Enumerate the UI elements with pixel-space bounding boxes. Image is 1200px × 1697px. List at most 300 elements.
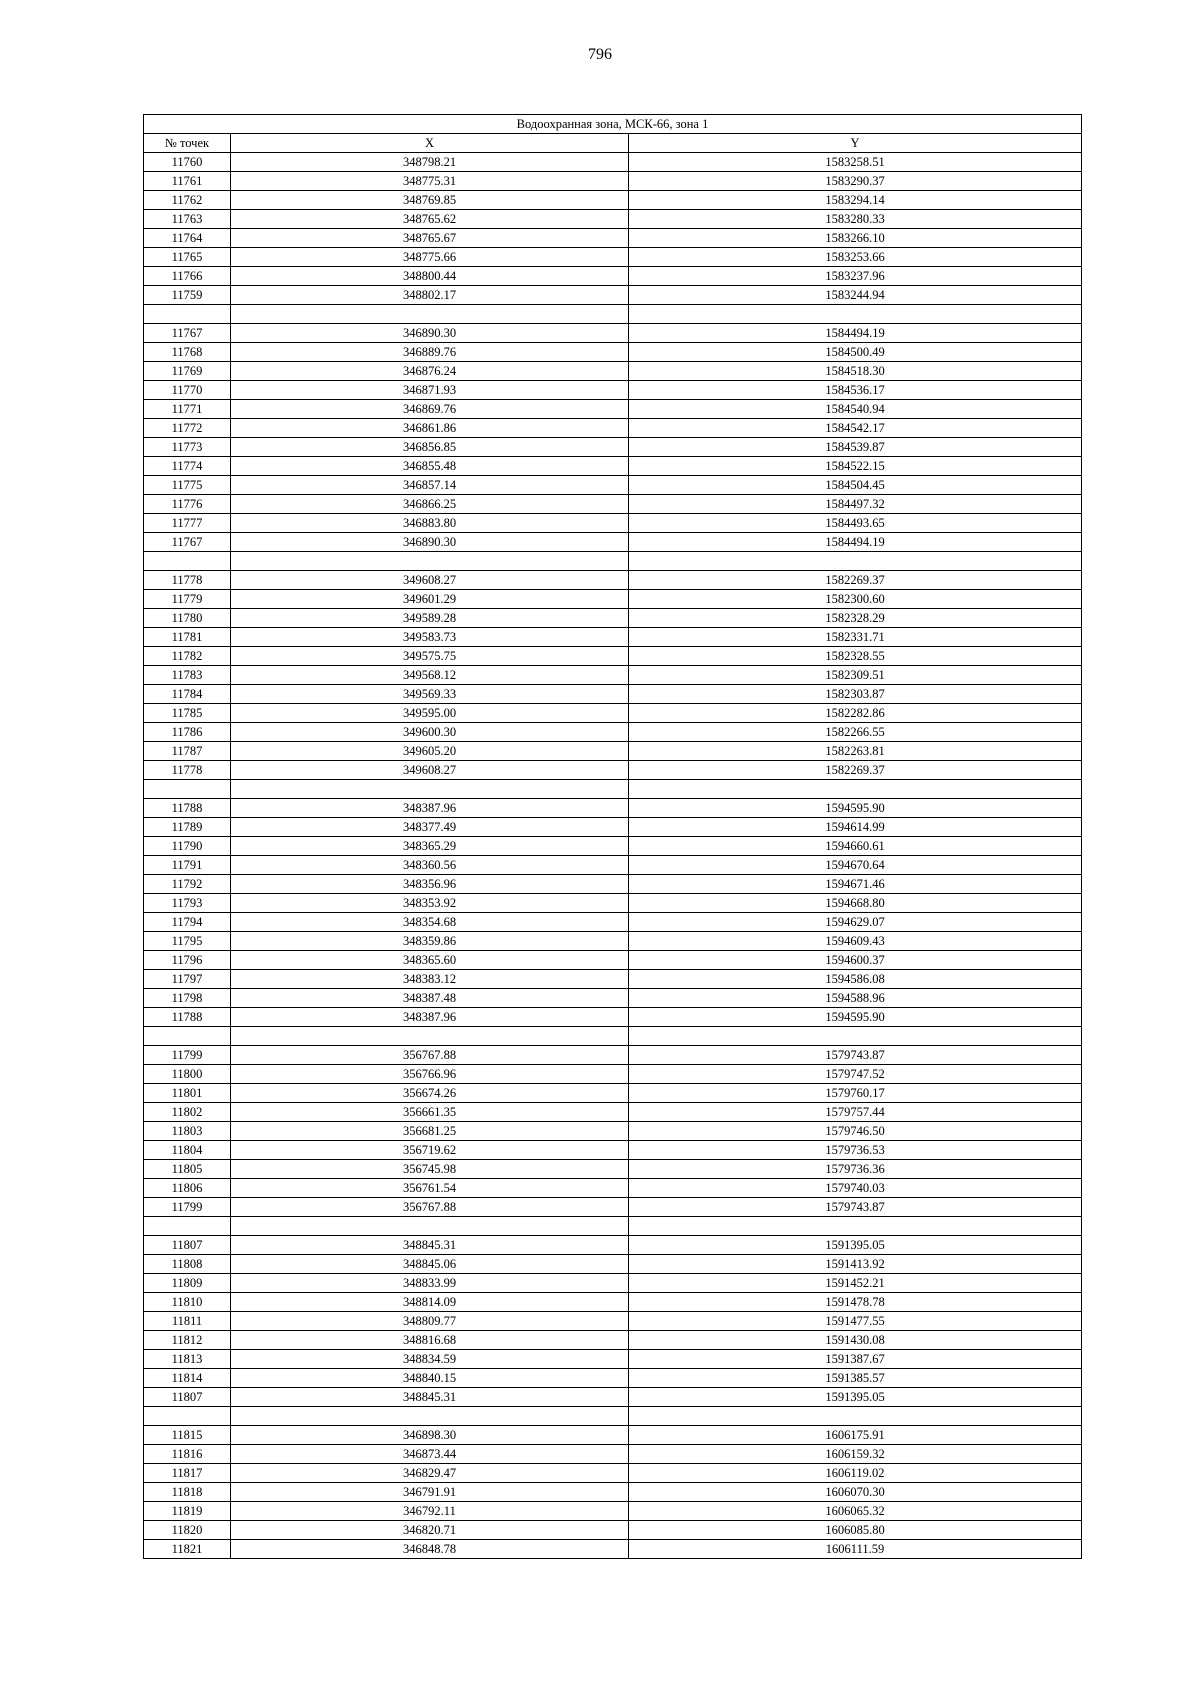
- point-number-cell: 11794: [144, 913, 231, 932]
- table-row: [144, 438, 1082, 457]
- y-coordinate-cell: 1606070.30: [629, 1483, 1082, 1502]
- y-coordinate-cell: 1591477.55: [629, 1312, 1082, 1331]
- y-coordinate-cell: 1594600.37: [629, 951, 1082, 970]
- y-coordinate-cell: 1584542.17: [629, 419, 1082, 438]
- x-coordinate-cell: 348765.62: [231, 210, 629, 229]
- point-number-cell: 11813: [144, 1350, 231, 1369]
- x-coordinate-cell: 346829.47: [231, 1464, 629, 1483]
- table-row: [144, 590, 1082, 609]
- point-number-cell: 11809: [144, 1274, 231, 1293]
- point-number-cell: 11796: [144, 951, 231, 970]
- y-coordinate-cell: 1584504.45: [629, 476, 1082, 495]
- y-coordinate-cell: 1582300.60: [629, 590, 1082, 609]
- x-coordinate-cell: 349595.00: [231, 704, 629, 723]
- point-number-cell: 11785: [144, 704, 231, 723]
- y-coordinate-cell: 1606175.91: [629, 1426, 1082, 1445]
- y-coordinate-cell: [629, 1407, 1082, 1426]
- table-row: [144, 495, 1082, 514]
- y-coordinate-cell: 1594670.64: [629, 856, 1082, 875]
- table-row: [144, 894, 1082, 913]
- x-coordinate-cell: 346876.24: [231, 362, 629, 381]
- x-coordinate-cell: 348814.09: [231, 1293, 629, 1312]
- y-coordinate-cell: 1582266.55: [629, 723, 1082, 742]
- y-coordinate-cell: 1591452.21: [629, 1274, 1082, 1293]
- table-row: [144, 1388, 1082, 1407]
- y-coordinate-cell: 1606159.32: [629, 1445, 1082, 1464]
- y-coordinate-cell: 1591430.08: [629, 1331, 1082, 1350]
- table-row: [144, 837, 1082, 856]
- x-coordinate-cell: 346873.44: [231, 1445, 629, 1464]
- table-row: [144, 1179, 1082, 1198]
- x-coordinate-cell: 348365.60: [231, 951, 629, 970]
- table-row: [144, 685, 1082, 704]
- x-coordinate-cell: 348354.68: [231, 913, 629, 932]
- table-row: [144, 1464, 1082, 1483]
- point-number-cell: 11817: [144, 1464, 231, 1483]
- y-coordinate-cell: 1584494.19: [629, 533, 1082, 552]
- y-coordinate-cell: 1582331.71: [629, 628, 1082, 647]
- table-row: [144, 419, 1082, 438]
- point-number-cell: 11806: [144, 1179, 231, 1198]
- x-coordinate-cell: 348775.31: [231, 172, 629, 191]
- y-coordinate-cell: 1579736.53: [629, 1141, 1082, 1160]
- x-coordinate-cell: 348834.59: [231, 1350, 629, 1369]
- point-number-cell: 11767: [144, 324, 231, 343]
- y-coordinate-cell: 1594595.90: [629, 1008, 1082, 1027]
- column-header-x: X: [231, 134, 629, 153]
- point-number-cell: 11799: [144, 1046, 231, 1065]
- table-row: [144, 856, 1082, 875]
- point-number-cell: 11802: [144, 1103, 231, 1122]
- table-row: [144, 647, 1082, 666]
- table-row: [144, 1350, 1082, 1369]
- table-row: [144, 343, 1082, 362]
- table-row: [144, 780, 1082, 799]
- page-number: 796: [588, 46, 612, 63]
- table-row: [144, 666, 1082, 685]
- table-row: [144, 818, 1082, 837]
- table-row: [144, 761, 1082, 780]
- point-number-cell: 11786: [144, 723, 231, 742]
- coordinates-table: [143, 114, 1082, 1559]
- x-coordinate-cell: 348840.15: [231, 1369, 629, 1388]
- x-coordinate-cell: 356681.25: [231, 1122, 629, 1141]
- point-number-cell: 11787: [144, 742, 231, 761]
- x-coordinate-cell: 348833.99: [231, 1274, 629, 1293]
- x-coordinate-cell: [231, 552, 629, 571]
- y-coordinate-cell: [629, 305, 1082, 324]
- table-row: [144, 1084, 1082, 1103]
- table-row: [144, 533, 1082, 552]
- x-coordinate-cell: 346898.30: [231, 1426, 629, 1445]
- y-coordinate-cell: 1584540.94: [629, 400, 1082, 419]
- y-coordinate-cell: [629, 1217, 1082, 1236]
- x-coordinate-cell: 348353.92: [231, 894, 629, 913]
- x-coordinate-cell: 349600.30: [231, 723, 629, 742]
- y-coordinate-cell: 1582269.37: [629, 571, 1082, 590]
- y-coordinate-cell: 1583237.96: [629, 267, 1082, 286]
- x-coordinate-cell: 346861.86: [231, 419, 629, 438]
- point-number-cell: 11811: [144, 1312, 231, 1331]
- table-row: [144, 514, 1082, 533]
- x-coordinate-cell: 346791.91: [231, 1483, 629, 1502]
- x-coordinate-cell: 346889.76: [231, 343, 629, 362]
- x-coordinate-cell: 348845.31: [231, 1388, 629, 1407]
- x-coordinate-cell: 349608.27: [231, 571, 629, 590]
- table-row: [144, 153, 1082, 172]
- table-row: [144, 362, 1082, 381]
- y-coordinate-cell: 1591395.05: [629, 1236, 1082, 1255]
- x-coordinate-cell: [231, 1217, 629, 1236]
- point-number-cell: 11807: [144, 1236, 231, 1255]
- x-coordinate-cell: 348845.06: [231, 1255, 629, 1274]
- x-coordinate-cell: 346890.30: [231, 533, 629, 552]
- y-coordinate-cell: 1582328.55: [629, 647, 1082, 666]
- point-number-cell: [144, 780, 231, 799]
- x-coordinate-cell: 348798.21: [231, 153, 629, 172]
- point-number-cell: 11782: [144, 647, 231, 666]
- table-row: [144, 742, 1082, 761]
- y-coordinate-cell: 1591478.78: [629, 1293, 1082, 1312]
- x-coordinate-cell: [231, 1407, 629, 1426]
- table-row: [144, 1065, 1082, 1084]
- x-coordinate-cell: 356745.98: [231, 1160, 629, 1179]
- y-coordinate-cell: 1594668.80: [629, 894, 1082, 913]
- point-number-cell: 11815: [144, 1426, 231, 1445]
- y-coordinate-cell: 1594629.07: [629, 913, 1082, 932]
- y-coordinate-cell: 1582309.51: [629, 666, 1082, 685]
- x-coordinate-cell: [231, 780, 629, 799]
- x-coordinate-cell: 348383.12: [231, 970, 629, 989]
- x-coordinate-cell: 348360.56: [231, 856, 629, 875]
- table-row: [144, 875, 1082, 894]
- y-coordinate-cell: 1584539.87: [629, 438, 1082, 457]
- point-number-cell: [144, 1217, 231, 1236]
- point-number-cell: 11768: [144, 343, 231, 362]
- y-coordinate-cell: 1579736.36: [629, 1160, 1082, 1179]
- y-coordinate-cell: 1582328.29: [629, 609, 1082, 628]
- x-coordinate-cell: 346866.25: [231, 495, 629, 514]
- y-coordinate-cell: [629, 1027, 1082, 1046]
- point-number-cell: [144, 552, 231, 571]
- y-coordinate-cell: [629, 780, 1082, 799]
- point-number-cell: 11799: [144, 1198, 231, 1217]
- table-row: [144, 1331, 1082, 1350]
- table-row: [144, 1312, 1082, 1331]
- point-number-cell: 11820: [144, 1521, 231, 1540]
- point-number-cell: [144, 1027, 231, 1046]
- y-coordinate-cell: 1579740.03: [629, 1179, 1082, 1198]
- point-number-cell: 11763: [144, 210, 231, 229]
- table-row: [144, 1293, 1082, 1312]
- x-coordinate-cell: 346792.11: [231, 1502, 629, 1521]
- point-number-cell: 11805: [144, 1160, 231, 1179]
- table-row: [144, 1122, 1082, 1141]
- point-number-cell: 11814: [144, 1369, 231, 1388]
- point-number-cell: 11789: [144, 818, 231, 837]
- point-number-cell: 11792: [144, 875, 231, 894]
- table-row: [144, 1274, 1082, 1293]
- x-coordinate-cell: 349568.12: [231, 666, 629, 685]
- x-coordinate-cell: 348845.31: [231, 1236, 629, 1255]
- point-number-cell: 11783: [144, 666, 231, 685]
- table-header-row: [144, 134, 1082, 153]
- x-coordinate-cell: 349605.20: [231, 742, 629, 761]
- table-row: [144, 400, 1082, 419]
- y-coordinate-cell: 1594609.43: [629, 932, 1082, 951]
- point-number-cell: 11801: [144, 1084, 231, 1103]
- table-row: [144, 267, 1082, 286]
- table-row: [144, 229, 1082, 248]
- y-coordinate-cell: 1584536.17: [629, 381, 1082, 400]
- x-coordinate-cell: 346855.48: [231, 457, 629, 476]
- point-number-cell: 11773: [144, 438, 231, 457]
- point-number-cell: 11764: [144, 229, 231, 248]
- point-number-cell: 11788: [144, 1008, 231, 1027]
- table-row: [144, 1483, 1082, 1502]
- y-coordinate-cell: 1591387.67: [629, 1350, 1082, 1369]
- y-coordinate-cell: 1594586.08: [629, 970, 1082, 989]
- table-row: [144, 913, 1082, 932]
- point-number-cell: 11770: [144, 381, 231, 400]
- y-coordinate-cell: 1583253.66: [629, 248, 1082, 267]
- x-coordinate-cell: 348377.49: [231, 818, 629, 837]
- x-coordinate-cell: 348365.29: [231, 837, 629, 856]
- point-number-cell: 11761: [144, 172, 231, 191]
- point-number-cell: 11766: [144, 267, 231, 286]
- x-coordinate-cell: 348802.17: [231, 286, 629, 305]
- x-coordinate-cell: 348816.68: [231, 1331, 629, 1350]
- y-coordinate-cell: 1582282.86: [629, 704, 1082, 723]
- x-coordinate-cell: 348387.96: [231, 799, 629, 818]
- y-coordinate-cell: 1584493.65: [629, 514, 1082, 533]
- point-number-cell: 11804: [144, 1141, 231, 1160]
- y-coordinate-cell: 1594588.96: [629, 989, 1082, 1008]
- x-coordinate-cell: 356767.88: [231, 1198, 629, 1217]
- table-row: [144, 1407, 1082, 1426]
- y-coordinate-cell: 1583258.51: [629, 153, 1082, 172]
- y-coordinate-cell: 1584522.15: [629, 457, 1082, 476]
- y-coordinate-cell: 1579746.50: [629, 1122, 1082, 1141]
- x-coordinate-cell: 348359.86: [231, 932, 629, 951]
- y-coordinate-cell: 1579743.87: [629, 1046, 1082, 1065]
- y-coordinate-cell: 1583266.10: [629, 229, 1082, 248]
- column-header-point-number: № точек: [144, 134, 231, 153]
- x-coordinate-cell: 348356.96: [231, 875, 629, 894]
- point-number-cell: 11777: [144, 514, 231, 533]
- table-row: [144, 172, 1082, 191]
- y-coordinate-cell: 1584497.32: [629, 495, 1082, 514]
- table-row: [144, 305, 1082, 324]
- x-coordinate-cell: 356661.35: [231, 1103, 629, 1122]
- point-number-cell: 11775: [144, 476, 231, 495]
- y-coordinate-cell: 1583290.37: [629, 172, 1082, 191]
- y-coordinate-cell: 1584518.30: [629, 362, 1082, 381]
- y-coordinate-cell: 1579747.52: [629, 1065, 1082, 1084]
- x-coordinate-cell: 346883.80: [231, 514, 629, 533]
- x-coordinate-cell: 346871.93: [231, 381, 629, 400]
- x-coordinate-cell: 346848.78: [231, 1540, 629, 1559]
- point-number-cell: 11760: [144, 153, 231, 172]
- y-coordinate-cell: 1594671.46: [629, 875, 1082, 894]
- y-coordinate-cell: 1583280.33: [629, 210, 1082, 229]
- x-coordinate-cell: 349583.73: [231, 628, 629, 647]
- table-row: [144, 609, 1082, 628]
- table-body: [144, 153, 1082, 1559]
- x-coordinate-cell: 348769.85: [231, 191, 629, 210]
- point-number-cell: 11762: [144, 191, 231, 210]
- point-number-cell: 11767: [144, 533, 231, 552]
- point-number-cell: 11810: [144, 1293, 231, 1312]
- table-row: [144, 476, 1082, 495]
- y-coordinate-cell: 1584494.19: [629, 324, 1082, 343]
- table-row: [144, 628, 1082, 647]
- table-row: [144, 1426, 1082, 1445]
- table-row: [144, 704, 1082, 723]
- table-row: [144, 457, 1082, 476]
- point-number-cell: 11819: [144, 1502, 231, 1521]
- y-coordinate-cell: 1606065.32: [629, 1502, 1082, 1521]
- x-coordinate-cell: 356767.88: [231, 1046, 629, 1065]
- point-number-cell: 11759: [144, 286, 231, 305]
- x-coordinate-cell: 349589.28: [231, 609, 629, 628]
- table-row: [144, 324, 1082, 343]
- y-coordinate-cell: 1583294.14: [629, 191, 1082, 210]
- table-row: [144, 1502, 1082, 1521]
- x-coordinate-cell: 348800.44: [231, 267, 629, 286]
- y-coordinate-cell: 1584500.49: [629, 343, 1082, 362]
- y-coordinate-cell: [629, 552, 1082, 571]
- point-number-cell: 11776: [144, 495, 231, 514]
- table-row: [144, 1445, 1082, 1464]
- point-number-cell: 11807: [144, 1388, 231, 1407]
- table-row: [144, 1103, 1082, 1122]
- table-row: [144, 1369, 1082, 1388]
- table-row: [144, 210, 1082, 229]
- point-number-cell: 11816: [144, 1445, 231, 1464]
- table-row: [144, 1217, 1082, 1236]
- x-coordinate-cell: 349608.27: [231, 761, 629, 780]
- x-coordinate-cell: 346890.30: [231, 324, 629, 343]
- point-number-cell: [144, 305, 231, 324]
- y-coordinate-cell: 1583244.94: [629, 286, 1082, 305]
- x-coordinate-cell: 356674.26: [231, 1084, 629, 1103]
- x-coordinate-cell: 348765.67: [231, 229, 629, 248]
- x-coordinate-cell: 348387.48: [231, 989, 629, 1008]
- x-coordinate-cell: 356761.54: [231, 1179, 629, 1198]
- table-row: [144, 571, 1082, 590]
- point-number-cell: 11784: [144, 685, 231, 704]
- y-coordinate-cell: 1606119.02: [629, 1464, 1082, 1483]
- table-row: [144, 1255, 1082, 1274]
- column-header-y: Y: [629, 134, 1082, 153]
- table-row: [144, 248, 1082, 267]
- table-row: [144, 1027, 1082, 1046]
- x-coordinate-cell: 346820.71: [231, 1521, 629, 1540]
- point-number-cell: 11774: [144, 457, 231, 476]
- table-row: [144, 1521, 1082, 1540]
- point-number-cell: 11781: [144, 628, 231, 647]
- y-coordinate-cell: 1606111.59: [629, 1540, 1082, 1559]
- point-number-cell: 11795: [144, 932, 231, 951]
- y-coordinate-cell: 1579743.87: [629, 1198, 1082, 1217]
- x-coordinate-cell: [231, 1027, 629, 1046]
- point-number-cell: [144, 1407, 231, 1426]
- x-coordinate-cell: [231, 305, 629, 324]
- point-number-cell: 11797: [144, 970, 231, 989]
- table-row: [144, 723, 1082, 742]
- y-coordinate-cell: 1591413.92: [629, 1255, 1082, 1274]
- x-coordinate-cell: 348809.77: [231, 1312, 629, 1331]
- table-row: [144, 191, 1082, 210]
- table-title-row: [144, 115, 1082, 134]
- y-coordinate-cell: 1579760.17: [629, 1084, 1082, 1103]
- y-coordinate-cell: 1594595.90: [629, 799, 1082, 818]
- y-coordinate-cell: 1582269.37: [629, 761, 1082, 780]
- y-coordinate-cell: 1582263.81: [629, 742, 1082, 761]
- y-coordinate-cell: 1591385.57: [629, 1369, 1082, 1388]
- table-row: [144, 932, 1082, 951]
- table-row: [144, 951, 1082, 970]
- x-coordinate-cell: 346869.76: [231, 400, 629, 419]
- table-row: [144, 552, 1082, 571]
- point-number-cell: 11798: [144, 989, 231, 1008]
- y-coordinate-cell: 1594660.61: [629, 837, 1082, 856]
- point-number-cell: 11818: [144, 1483, 231, 1502]
- table-row: [144, 970, 1082, 989]
- x-coordinate-cell: 349569.33: [231, 685, 629, 704]
- table-row: [144, 1008, 1082, 1027]
- x-coordinate-cell: 356766.96: [231, 1065, 629, 1084]
- point-number-cell: 11793: [144, 894, 231, 913]
- y-coordinate-cell: 1606085.80: [629, 1521, 1082, 1540]
- table-row: [144, 1540, 1082, 1559]
- x-coordinate-cell: 356719.62: [231, 1141, 629, 1160]
- table-row: [144, 1141, 1082, 1160]
- table-row: [144, 799, 1082, 818]
- table-row: [144, 1160, 1082, 1179]
- point-number-cell: 11791: [144, 856, 231, 875]
- x-coordinate-cell: 349575.75: [231, 647, 629, 666]
- point-number-cell: 11800: [144, 1065, 231, 1084]
- y-coordinate-cell: 1591395.05: [629, 1388, 1082, 1407]
- point-number-cell: 11803: [144, 1122, 231, 1141]
- table-row: [144, 1198, 1082, 1217]
- table-row: [144, 989, 1082, 1008]
- point-number-cell: 11788: [144, 799, 231, 818]
- x-coordinate-cell: 346857.14: [231, 476, 629, 495]
- table-row: [144, 1236, 1082, 1255]
- y-coordinate-cell: 1579757.44: [629, 1103, 1082, 1122]
- table-row: [144, 286, 1082, 305]
- table-row: [144, 1046, 1082, 1065]
- y-coordinate-cell: 1594614.99: [629, 818, 1082, 837]
- point-number-cell: 11780: [144, 609, 231, 628]
- y-coordinate-cell: 1582303.87: [629, 685, 1082, 704]
- point-number-cell: 11779: [144, 590, 231, 609]
- point-number-cell: 11778: [144, 761, 231, 780]
- table-title: Водоохранная зона, МСК-66, зона 1: [144, 115, 1082, 134]
- point-number-cell: 11765: [144, 248, 231, 267]
- point-number-cell: 11772: [144, 419, 231, 438]
- x-coordinate-cell: 348387.96: [231, 1008, 629, 1027]
- point-number-cell: 11771: [144, 400, 231, 419]
- point-number-cell: 11778: [144, 571, 231, 590]
- point-number-cell: 11808: [144, 1255, 231, 1274]
- point-number-cell: 11812: [144, 1331, 231, 1350]
- x-coordinate-cell: 346856.85: [231, 438, 629, 457]
- table-row: [144, 381, 1082, 400]
